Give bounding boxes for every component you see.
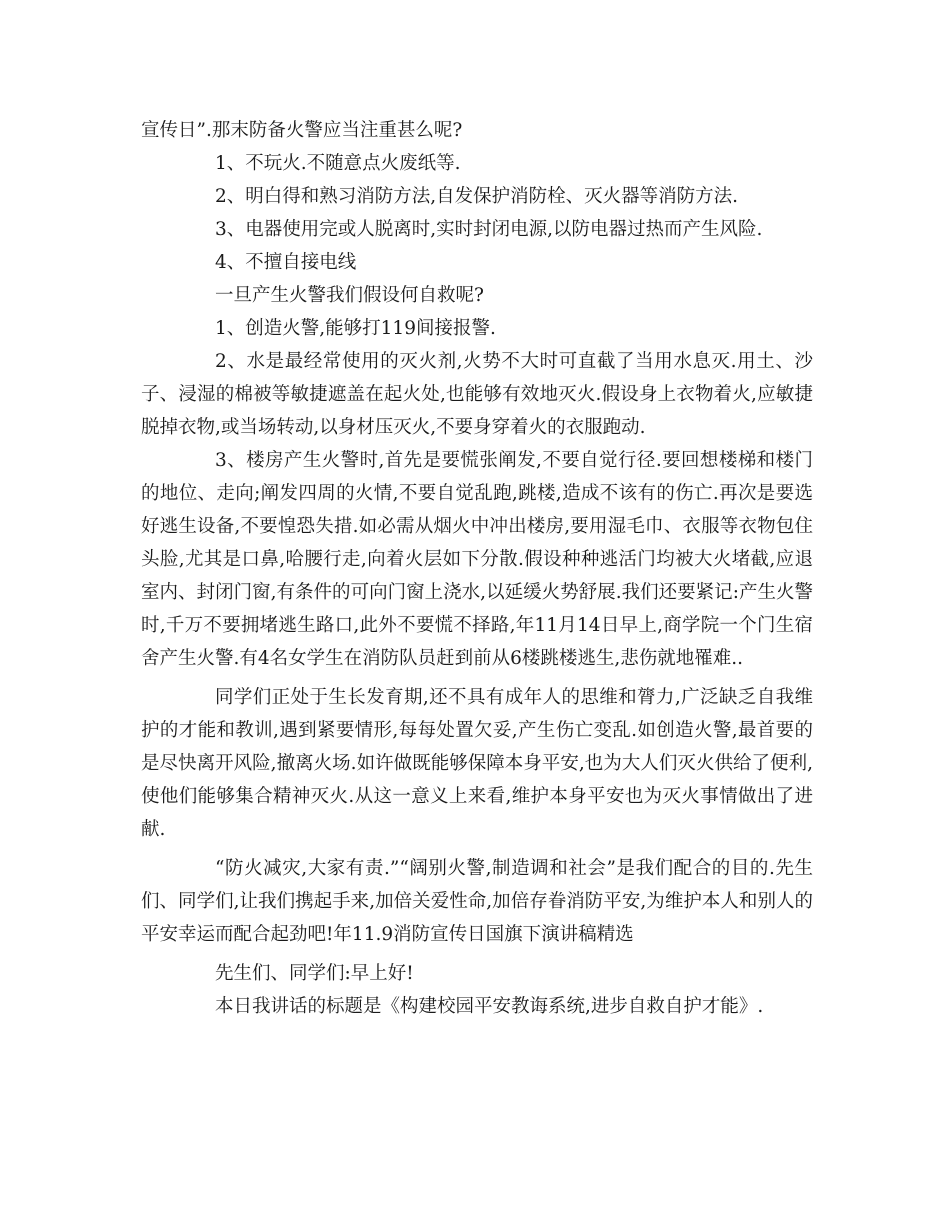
paragraph-rescue-1: 1、创造火警,能够打119间接报警. <box>215 318 496 339</box>
paragraph-tip-2: 2、明白得和熟习消防方法,自发保护消防栓、灭火器等消防方法. <box>215 186 739 207</box>
paragraph-self-rescue-question: 一旦产生火警我们假设何自救呢? <box>215 285 484 306</box>
paragraph-tip-3: 3、电器使用完或人脱离时,实时封闭电源,以防电器过热而产生风险. <box>215 219 763 240</box>
paragraph-speech-title: 本日我讲话的标题是《构建校园平安教诲系统,进步自救自护才能》. <box>215 996 764 1017</box>
paragraph-students: 同学们正处于生长发育期,还不具有成年人的思维和膂力,广泛缺乏自我维护的才能和教训,遇到紧要情形,每每处置欠妥,产生伤亡变乱.如创造火警,最首要的是尽快离开风险,撤离火场.如许做既能够保障本身平安,也为大人们灭火供给了便利,使他们能够集合精神灭火.从这一意义上来看,维护本身平安也为灭火事情做出了进献. <box>141 687 813 840</box>
paragraph-tip-1: 1、不玩火.不随意点火废纸等. <box>215 153 461 174</box>
paragraph-intro-continuation: 宣传日”.那末防备火警应当注重甚么呢? <box>141 120 463 141</box>
paragraph-rescue-3: 3、楼房产生火警时,首先是要慌张阐发,不要自觉行径.要回想楼梯和楼门的地位、走向;阐发四周的火情,不要自觉乱跑,跳楼,造成不该有的伤亡.再次是要选好逃生设备,不要惶恐失措.如必需从烟火中冲出楼房,要用湿毛巾、衣服等衣物包住头脸,尤其是口鼻,哈腰行走,向着火层如下分散.假设种种逃活门均被大火堵截,应退室内、封闭门窗,有条件的可向门窗上浇水,以延缓火势舒展.我们还要紧记:产生火警时,千万不要拥堵逃生路口,此外不要慌不择路,年11月14日早上,商学院一个门生宿舍产生火警.有4名女学生在消防队员赶到前从6楼跳楼逃生,悲伤就地罹难.. <box>141 450 813 669</box>
paragraph-slogan: “防火减灾,大家有责.”“阔别火警,制造调和社会”是我们配合的目的.先生们、同学们,让我们携起手来,加倍关爱性命,加倍存眷消防平安,为维护本人和别人的平安幸运而配合起劲吧!年11.9消防宣传日国旗下演讲稿精选 <box>141 858 813 945</box>
paragraph-rescue-2: 2、水是最经常使用的灭火剂,火势不大时可直截了当用水息灭.用土、沙子、浸湿的棉被等敏捷遮盖在起火处,也能够有效地灭火.假设身上衣物着火,应敏捷脱掉衣物,或当场转动,以身材压灭火,不要身穿着火的衣服跑动. <box>141 351 813 438</box>
paragraph-tip-4: 4、不擅自接电线 <box>215 252 357 273</box>
paragraph-greeting: 先生们、同学们:早上好! <box>215 963 414 984</box>
document-body <box>141 114 813 1023</box>
